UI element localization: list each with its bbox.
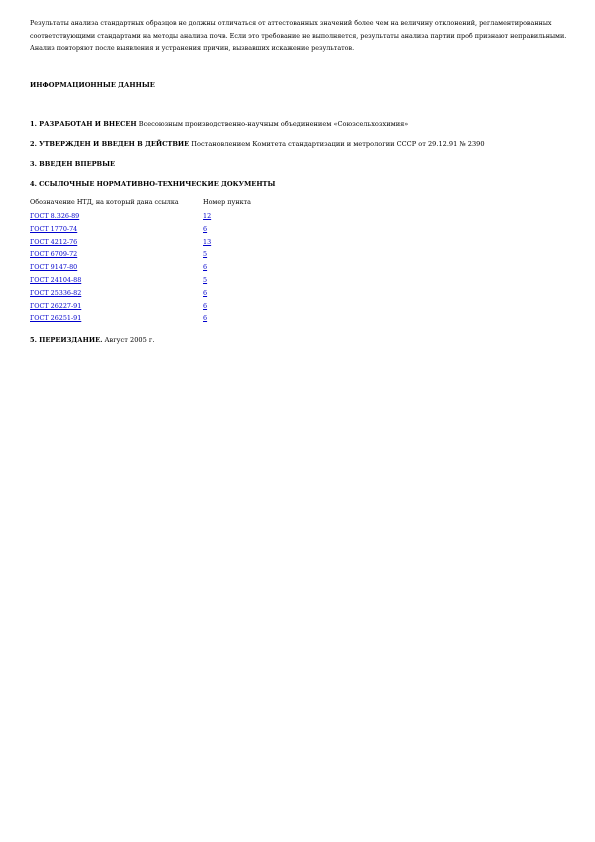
document-link[interactable]: ГОСТ 24104-88: [30, 275, 82, 284]
item-references-label: 4. ССЫЛОЧНЫЕ НОРМАТИВНО-ТЕХНИЧЕСКИЕ ДОКУМЕНТЫ: [30, 180, 276, 188]
document-link[interactable]: ГОСТ 8.326-89: [30, 212, 80, 220]
point-link[interactable]: 5: [203, 250, 208, 259]
table-row: [30, 314, 290, 327]
document-link[interactable]: ГОСТ 26251-91: [30, 314, 82, 323]
point-link[interactable]: 6: [203, 263, 208, 272]
point-link[interactable]: 5: [203, 275, 208, 284]
point-link[interactable]: 6: [203, 301, 208, 310]
table-row: [30, 212, 290, 225]
table-row: [30, 302, 290, 315]
point-link[interactable]: 6: [203, 314, 208, 323]
point-link[interactable]: 12: [203, 212, 212, 220]
table-header-point: Номер пункта: [203, 198, 251, 206]
item-approved-text: Постановлением Комитета стандартизации и метрологии СССР от 29.12.91 № 2390: [189, 140, 485, 148]
table-row: [30, 263, 290, 276]
item-approved: [30, 140, 485, 148]
item-developed-label: 1. РАЗРАБОТАН И ВНЕСЕН: [30, 120, 137, 128]
table-row: [30, 250, 290, 263]
item-introduced-label: 3. ВВЕДЕН ВПЕРВЫЕ: [30, 160, 116, 168]
item-reissue-text: Август 2005 г.: [102, 336, 155, 344]
table-header-document: Обозначение НТД, на который дана ссылка: [30, 198, 179, 206]
item-developed-text: Всесоюзным производственно-научным объединением «Союзсельхозхимия»: [136, 120, 409, 128]
document-link[interactable]: ГОСТ 4212-76: [30, 237, 78, 246]
item-reissue-label: 5. ПЕРЕИЗДАНИЕ.: [30, 336, 103, 344]
document-link[interactable]: ГОСТ 1770-74: [30, 224, 78, 233]
item-reissue: [30, 336, 154, 344]
references-rows: [30, 212, 290, 327]
item-developed: [30, 120, 408, 128]
intro-paragraph: Результаты анализа стандартных образцов не должны отличаться от аттестованных значений более чем на величину отклонений, регламентированных соответствующими стандартами на методы анализа почв. Если это требование не выполняется, результаты анализа партии проб признают неправильными. Анализ повторяют после выявления и устранения причин, вызвавших искажение результатов.: [30, 19, 567, 52]
point-link[interactable]: 6: [203, 224, 208, 233]
table-row: [30, 225, 290, 238]
table-row: [30, 238, 290, 251]
document-link[interactable]: ГОСТ 6709-72: [30, 250, 78, 259]
document-link[interactable]: ГОСТ 26227-91: [30, 301, 82, 310]
point-link[interactable]: 13: [203, 237, 212, 246]
info-heading: ИНФОРМАЦИОННЫЕ ДАННЫЕ: [30, 81, 155, 89]
item-references: [30, 180, 275, 188]
item-introduced: [30, 160, 115, 168]
table-row: [30, 289, 290, 302]
table-row: [30, 276, 290, 289]
point-link[interactable]: 6: [203, 288, 208, 297]
document-link[interactable]: ГОСТ 9147-80: [30, 263, 78, 272]
document-link[interactable]: ГОСТ 25336-82: [30, 288, 82, 297]
item-approved-label: 2. УТВЕРЖДЕН И ВВЕДЕН В ДЕЙСТВИЕ: [30, 140, 190, 148]
